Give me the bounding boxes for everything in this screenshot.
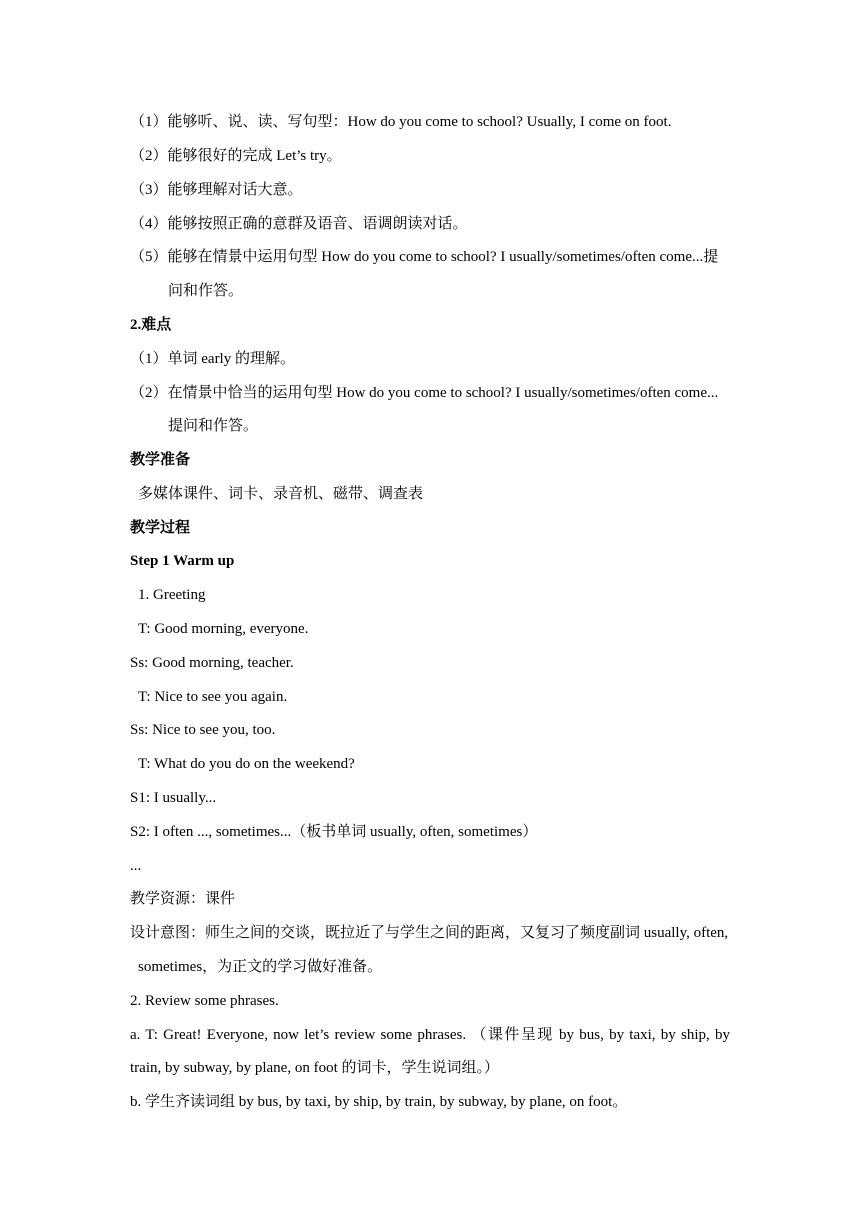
difficulty-1: （1）单词 early 的理解。 <box>130 351 295 367</box>
review-item-a-continued: train, by subway, by plane, on foot 的词卡，学生说词组。） <box>130 1060 499 1076</box>
objective-3: （3）能够理解对话大意。 <box>130 182 303 198</box>
difficulty-2-continued: 提问和作答。 <box>168 418 259 434</box>
preparation-text: 多媒体课件、词卡、录音机、磁带、调查表 <box>138 486 424 502</box>
dialogue-line: S2: I often ..., sometimes...（板书单词 usually, often, sometimes） <box>130 824 538 840</box>
objective-2: （2）能够很好的完成 Let’s try。 <box>130 148 342 164</box>
objective-5-continued: 问和作答。 <box>168 283 244 299</box>
difficulty-2: （2）在情景中恰当的运用句型 How do you come to school? I usually/sometimes/often come... <box>130 385 719 401</box>
teaching-resource: 教学资源：课件 <box>130 891 236 907</box>
dialogue-line: Ss: Good morning, teacher. <box>130 655 294 671</box>
design-intent-continued: sometimes，为正文的学习做好准备。 <box>138 959 383 975</box>
objective-4: （4）能够按照正确的意群及语音、语调朗读对话。 <box>130 216 468 232</box>
review-item-a: a. T: Great! Everyone, now let’s review some phrases. （课件呈现 by bus, by taxi, by ship, by <box>130 1027 730 1043</box>
review-heading: 2. Review some phrases. <box>130 993 279 1009</box>
design-intent: 设计意图：师生之间的交谈，既拉近了与学生之间的距离，又复习了频度副词 usually, often, <box>130 925 729 941</box>
greeting-label: 1. Greeting <box>138 587 206 603</box>
difficulties-heading: 2.难点 <box>130 317 172 333</box>
review-item-b: b. 学生齐读词组 by bus, by taxi, by ship, by train, by subway, by plane, on foot。 <box>130 1094 628 1110</box>
dialogue-line: T: Good morning, everyone. <box>138 621 309 637</box>
objective-1: （1）能够听、说、读、写句型：How do you come to school? Usually, I come on foot. <box>130 114 672 130</box>
dialogue-line: S1: I usually... <box>130 790 217 806</box>
dialogue-line: T: What do you do on the weekend? <box>138 756 355 772</box>
step1-heading: Step 1 Warm up <box>130 553 235 569</box>
dialogue-line: Ss: Nice to see you, too. <box>130 722 276 738</box>
process-heading: 教学过程 <box>130 520 191 536</box>
preparation-heading: 教学准备 <box>130 452 191 468</box>
dialogue-line: T: Nice to see you again. <box>138 689 288 705</box>
objective-5: （5）能够在情景中运用句型 How do you come to school? I usually/sometimes/often come...提 <box>130 249 719 265</box>
dialogue-ellipsis: ... <box>130 858 142 874</box>
